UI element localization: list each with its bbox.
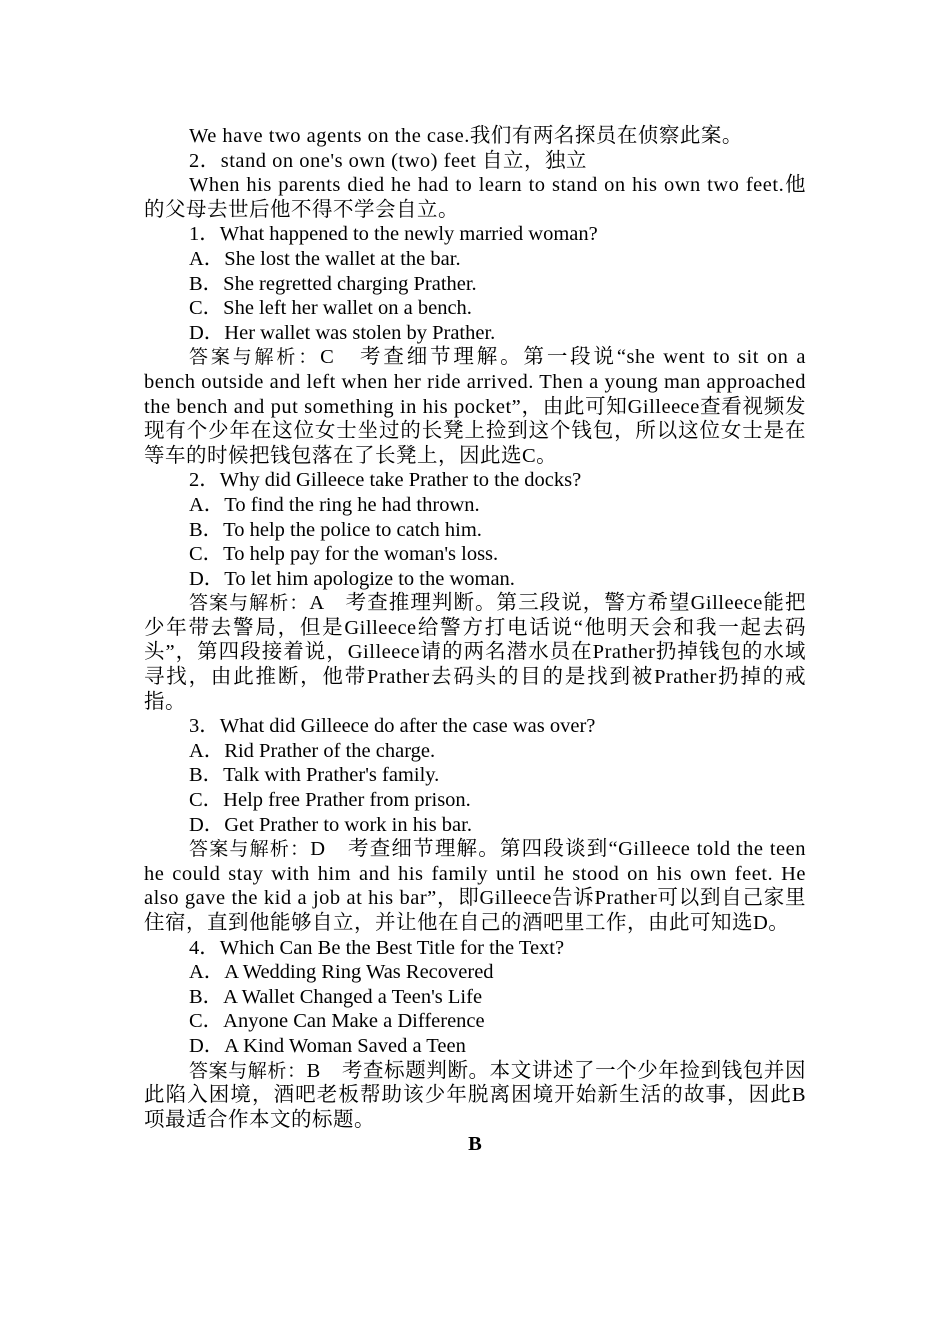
answer-text: B 考查标题判断。本文讲述了一个少年捡到钱包并因此陷入困境，酒吧老板帮助该少年脱离困境开始新生活的故事，因此B项最适合作本文的标题。	[144, 1059, 806, 1131]
question-stem: 3．What did Gilleece do after the case was over?	[189, 715, 596, 738]
option-c: C．Anyone Can Make a Difference	[189, 1010, 485, 1033]
section-heading: B	[468, 1133, 482, 1156]
question-block	[144, 468, 806, 714]
answer-text: C 考查细节理解。第一段说“she went to sit on a bench outside and left when her ride arrived. Then a young man approached the bench and put something in his pocket”，由此可知Gilleece查看视频发现有个少年在这位女士坐过的长凳上捡到这个钱包，所以这位女士是在等车的时候把钱包落在了长凳上，因此选C。	[144, 346, 806, 467]
question-block	[144, 222, 806, 468]
option-c: C．She left her wallet on a bench.	[189, 297, 472, 320]
question-stem: 2．Why did Gilleece take Prather to the docks?	[189, 469, 582, 492]
question-block	[144, 936, 806, 1133]
option-b: B．She regretted charging Prather.	[189, 272, 477, 295]
answer-explanation	[144, 1059, 806, 1133]
answer-label: 答案与解析：	[189, 1059, 307, 1082]
option-b: B．To help the police to catch him.	[189, 518, 482, 541]
answer-text: A 考查推理判断。第三段说，警方希望Gilleece能把少年带去警局，但是Gilleece给警方打电话说“他明天会和我一起去码头”，第四段接着说，Gilleece请的两名潜水员在Prather扔掉钱包的水域寻找，由此推断，他带Prather去码头的目的是找到被Prather扔掉的戒指。	[144, 592, 806, 713]
intro-sentence: We have two agents on the case.我们有两名探员在侦察此案。	[189, 125, 743, 147]
option-d: D．Get Prather to work in his bar.	[189, 813, 472, 836]
option-a: A．To find the ring he had thrown.	[189, 493, 480, 516]
answer-explanation	[144, 345, 806, 468]
option-d: D．A Kind Woman Saved a Teen	[189, 1034, 466, 1057]
answer-label: 答案与解析：	[189, 838, 311, 861]
option-a: A．Rid Prather of the charge.	[189, 739, 436, 762]
phrase-example: When his parents died he had to learn to stand on his own two feet.他的父母去世后他不得不学会自立。	[144, 174, 806, 221]
option-b: B．A Wallet Changed a Teen's Life	[189, 985, 483, 1008]
answer-explanation	[144, 591, 806, 714]
phrase-heading: 2．stand on one's own (two) feet 自立，独立	[189, 149, 587, 172]
document-page	[144, 124, 806, 1157]
question-stem: 4．Which Can Be the Best Title for the Text?	[189, 936, 565, 959]
answer-explanation	[144, 837, 806, 935]
question-block	[144, 714, 806, 935]
answer-label: 答案与解析：	[189, 346, 321, 369]
option-d: D．Her wallet was stolen by Prather.	[189, 321, 496, 344]
option-b: B．Talk with Prather's family.	[189, 764, 440, 787]
option-a: A．A Wedding Ring Was Recovered	[189, 961, 494, 984]
question-stem: 1．What happened to the newly married woman?	[189, 223, 598, 246]
option-c: C．To help pay for the woman's loss.	[189, 543, 499, 566]
answer-text: D 考查细节理解。第四段谈到“Gilleece told the teen he could stay with him and his family until he stood on his own feet. He also gave the kid a job at his bar”，即Gilleece告诉Prather可以到自己家里住宿，直到他能够自立，并让他在自己的酒吧里工作，由此可知选D。	[144, 838, 806, 934]
option-c: C．Help free Prather from prison.	[189, 789, 471, 812]
answer-label: 答案与解析：	[189, 592, 310, 615]
option-d: D．To let him apologize to the woman.	[189, 567, 515, 590]
option-a: A．She lost the wallet at the bar.	[189, 247, 461, 270]
